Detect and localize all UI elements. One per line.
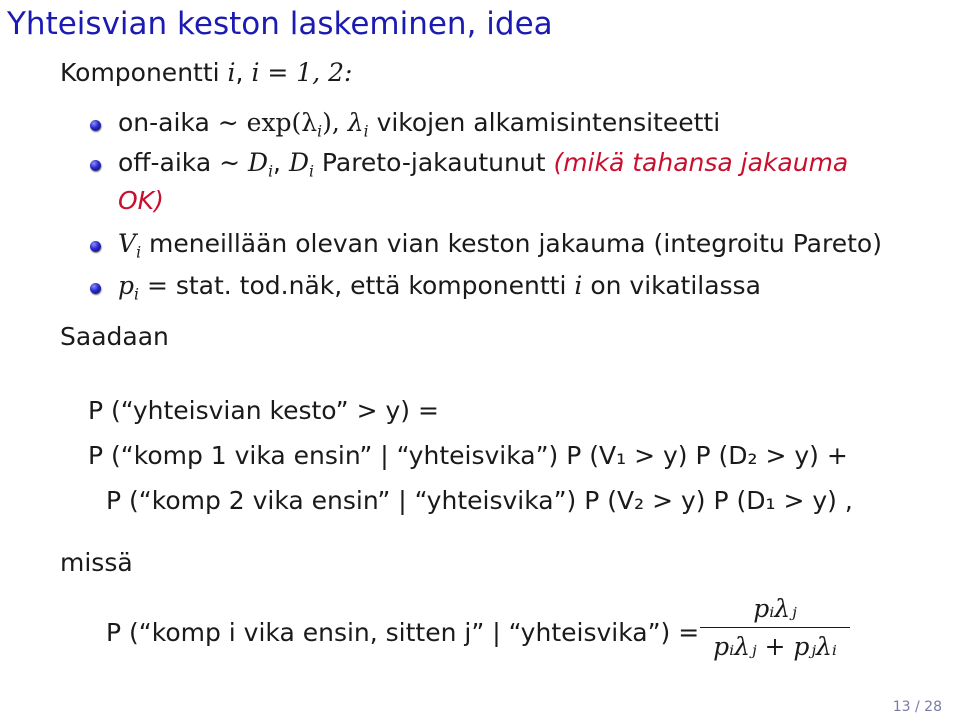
intro-cond: i = 1, 2: [251, 58, 353, 87]
fraction [700, 594, 850, 661]
emphasis-note-continued: OK) [118, 186, 164, 215]
math-symbol: i [574, 271, 583, 300]
bullet-text: Pareto-jakautunut [321, 148, 546, 177]
equation-line-2: P (“komp 1 vika ensin” | “yhteisvika”) P (V₁ > y) P (D₂ > y) + [88, 441, 848, 470]
bullet-text: on-aika [118, 108, 210, 137]
math-symbol: ∼ [219, 148, 241, 177]
math-symbol: ), [322, 108, 340, 137]
bullet-text: vikojen alkamisintensiteetti [376, 108, 721, 137]
bullet-text: meneillään olevan vian keston jakauma (integroitu Pareto) [148, 229, 882, 258]
bullet-item-pi [118, 271, 761, 303]
math-subscript: i [363, 122, 369, 141]
math-symbol: V [118, 229, 137, 258]
slide-title: Yhteisvian keston laskeminen, idea [7, 6, 553, 42]
math-symbol: D [248, 148, 269, 177]
bullet-item-vi [118, 229, 882, 261]
bullet-text: on vikatilassa [590, 271, 761, 300]
math-subscript: i [134, 285, 139, 304]
bullet-text: stat. tod.näk, että komponentti [175, 271, 567, 300]
intro-line [60, 58, 352, 87]
math-symbol: p [118, 271, 135, 300]
bullet-icon [90, 283, 101, 294]
bullet-text: off-aika [118, 148, 212, 177]
math-subscript: i [268, 162, 274, 181]
fraction-denominator: pᵢλⱼ + pⱼλᵢ [713, 632, 837, 661]
math-subscript: i [317, 122, 323, 141]
math-subscript: i [136, 243, 142, 262]
page-number: 13 / 28 [892, 699, 942, 715]
math-subscript: i [309, 162, 314, 181]
bullet-item-on-aika [118, 108, 720, 140]
intro-sep: , [235, 58, 244, 87]
math-symbol: D [288, 148, 309, 177]
equation-line-3: P (“komp 2 vika ensin” | “yhteisvika”) P (V₂ > y) P (D₁ > y) , [106, 486, 853, 515]
intro-label: Komponentti [60, 58, 220, 87]
math-symbol: ∼ [217, 108, 239, 137]
bullet-icon [90, 120, 101, 131]
bullet-item-off-aika [118, 148, 848, 180]
emphasis-note: (mikä tahansa jakauma [553, 148, 849, 177]
math-symbol: , [273, 148, 281, 177]
math-symbol: = [146, 271, 168, 300]
equation-2-lhs: P (“komp i vika ensin, sitten j” | “yhteisvika”) = [106, 618, 700, 647]
equation-line-1: P (“yhteisvian kesto” > y) = [88, 396, 439, 425]
bullet-icon [90, 160, 101, 171]
saadaan-label: Saadaan [60, 322, 169, 351]
math-symbol: λ [347, 108, 364, 137]
missa-label: missä [60, 548, 133, 577]
math-symbol: exp(λ [246, 108, 318, 137]
bullet-icon [90, 241, 101, 252]
fraction-numerator: pᵢλⱼ [753, 594, 797, 623]
intro-var: i [227, 58, 236, 87]
